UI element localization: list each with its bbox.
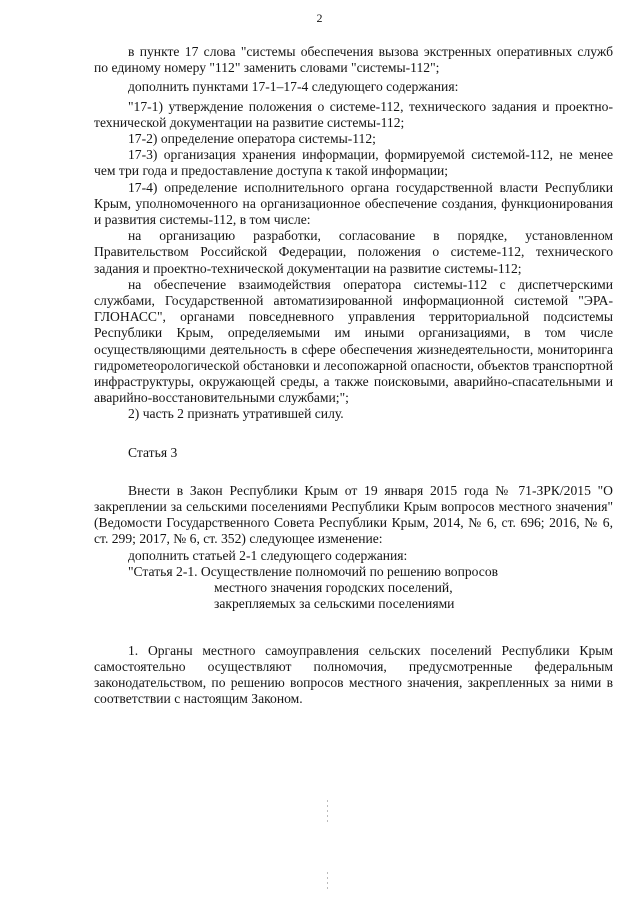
article-3-paragraph-2: дополнить статьей 2-1 следующего содержания: [128,547,408,563]
scan-mark [327,800,328,824]
paragraph-4: 17-2) определение оператора системы-112; [128,131,376,147]
scan-mark [327,872,328,890]
paragraph-1: в пункте 17 слова "системы обеспечения вызова экстренных оперативных служб по единому номеру "112" заменить словами "системы-112"; [94,44,613,76]
article-2-1-heading-line-2: местного значения городских поселений, [214,580,453,596]
paragraph-2: дополнить пунктами 17-1–17-4 следующего содержания: [128,79,459,95]
paragraph-7: на организацию разработки, согласование в порядке, установленном Правительством Российской Федерации, положения о системе-112, технического задания и проектно-технической документации на развитие системы-112; [94,228,613,276]
paragraph-6: 17-4) определение исполнительного органа государственной власти Республики Крым, уполномоченного на организационное обеспечение создания, функционирования и развития системы-112, в том числе: [94,179,613,228]
paragraph-5: 17-3) организация хранения информации, формируемой системой-112, не менее чем три года и предоставление доступа к такой информации; [94,147,613,179]
page-number: 2 [316,11,323,25]
document-body [94,44,613,707]
paragraph-3: "17-1) утверждение положения о системе-112, технического задания и проектно-технической документации на развитие системы-112; [94,98,613,130]
article-2-1-paragraph-1: 1. Органы местного самоуправления сельских поселений Республики Крым самостоятельно осуществляют полномочия, предусмотренные федеральным законодательством, по решению вопросов местного значения, закрепленных за ними в соответствии с настоящим Законом. [94,642,613,707]
paragraph-9: 2) часть 2 признать утратившей силу. [128,406,344,422]
paragraph-8: на обеспечение взаимодействия оператора системы-112 с диспетчерскими службами, Государственной автоматизированной информационной системой "ЭРА-ГЛОНАСС", органами повседневного управления территориальной подсистемы Республики Крым, определяемыми им иными организациями, в том числе осуществляющими деятельность в сфере обеспечения жизнедеятельности, мониторинга гидрометеорологической обстановки и лесопожарной опасности, объектов транспортной инфраструктуры, окружающей среды, а также поисковыми, аварийно-спасательными и аварийно-восстановительными службами;"; [94,276,613,406]
article-2-1-heading-line-1: "Статья 2-1. Осуществление полномочий по решению вопросов [128,563,499,579]
article-3-title: Статья 3 [128,444,178,460]
article-2-1-heading-line-3: закрепляемых за сельскими поселениями [214,596,455,612]
article-3-paragraph-1: Внести в Закон Республики Крым от 19 января 2015 года № 71-ЗРК/2015 "О закреплении за сельскими поселениями Республики Крым вопросов местного значения" (Ведомости Государственного Совета Республики Крым, 2014, № 6, ст. 696; 2016, № 6, ст. 299; 2017, № 6, ст. 352) следующее изменение: [94,482,613,547]
